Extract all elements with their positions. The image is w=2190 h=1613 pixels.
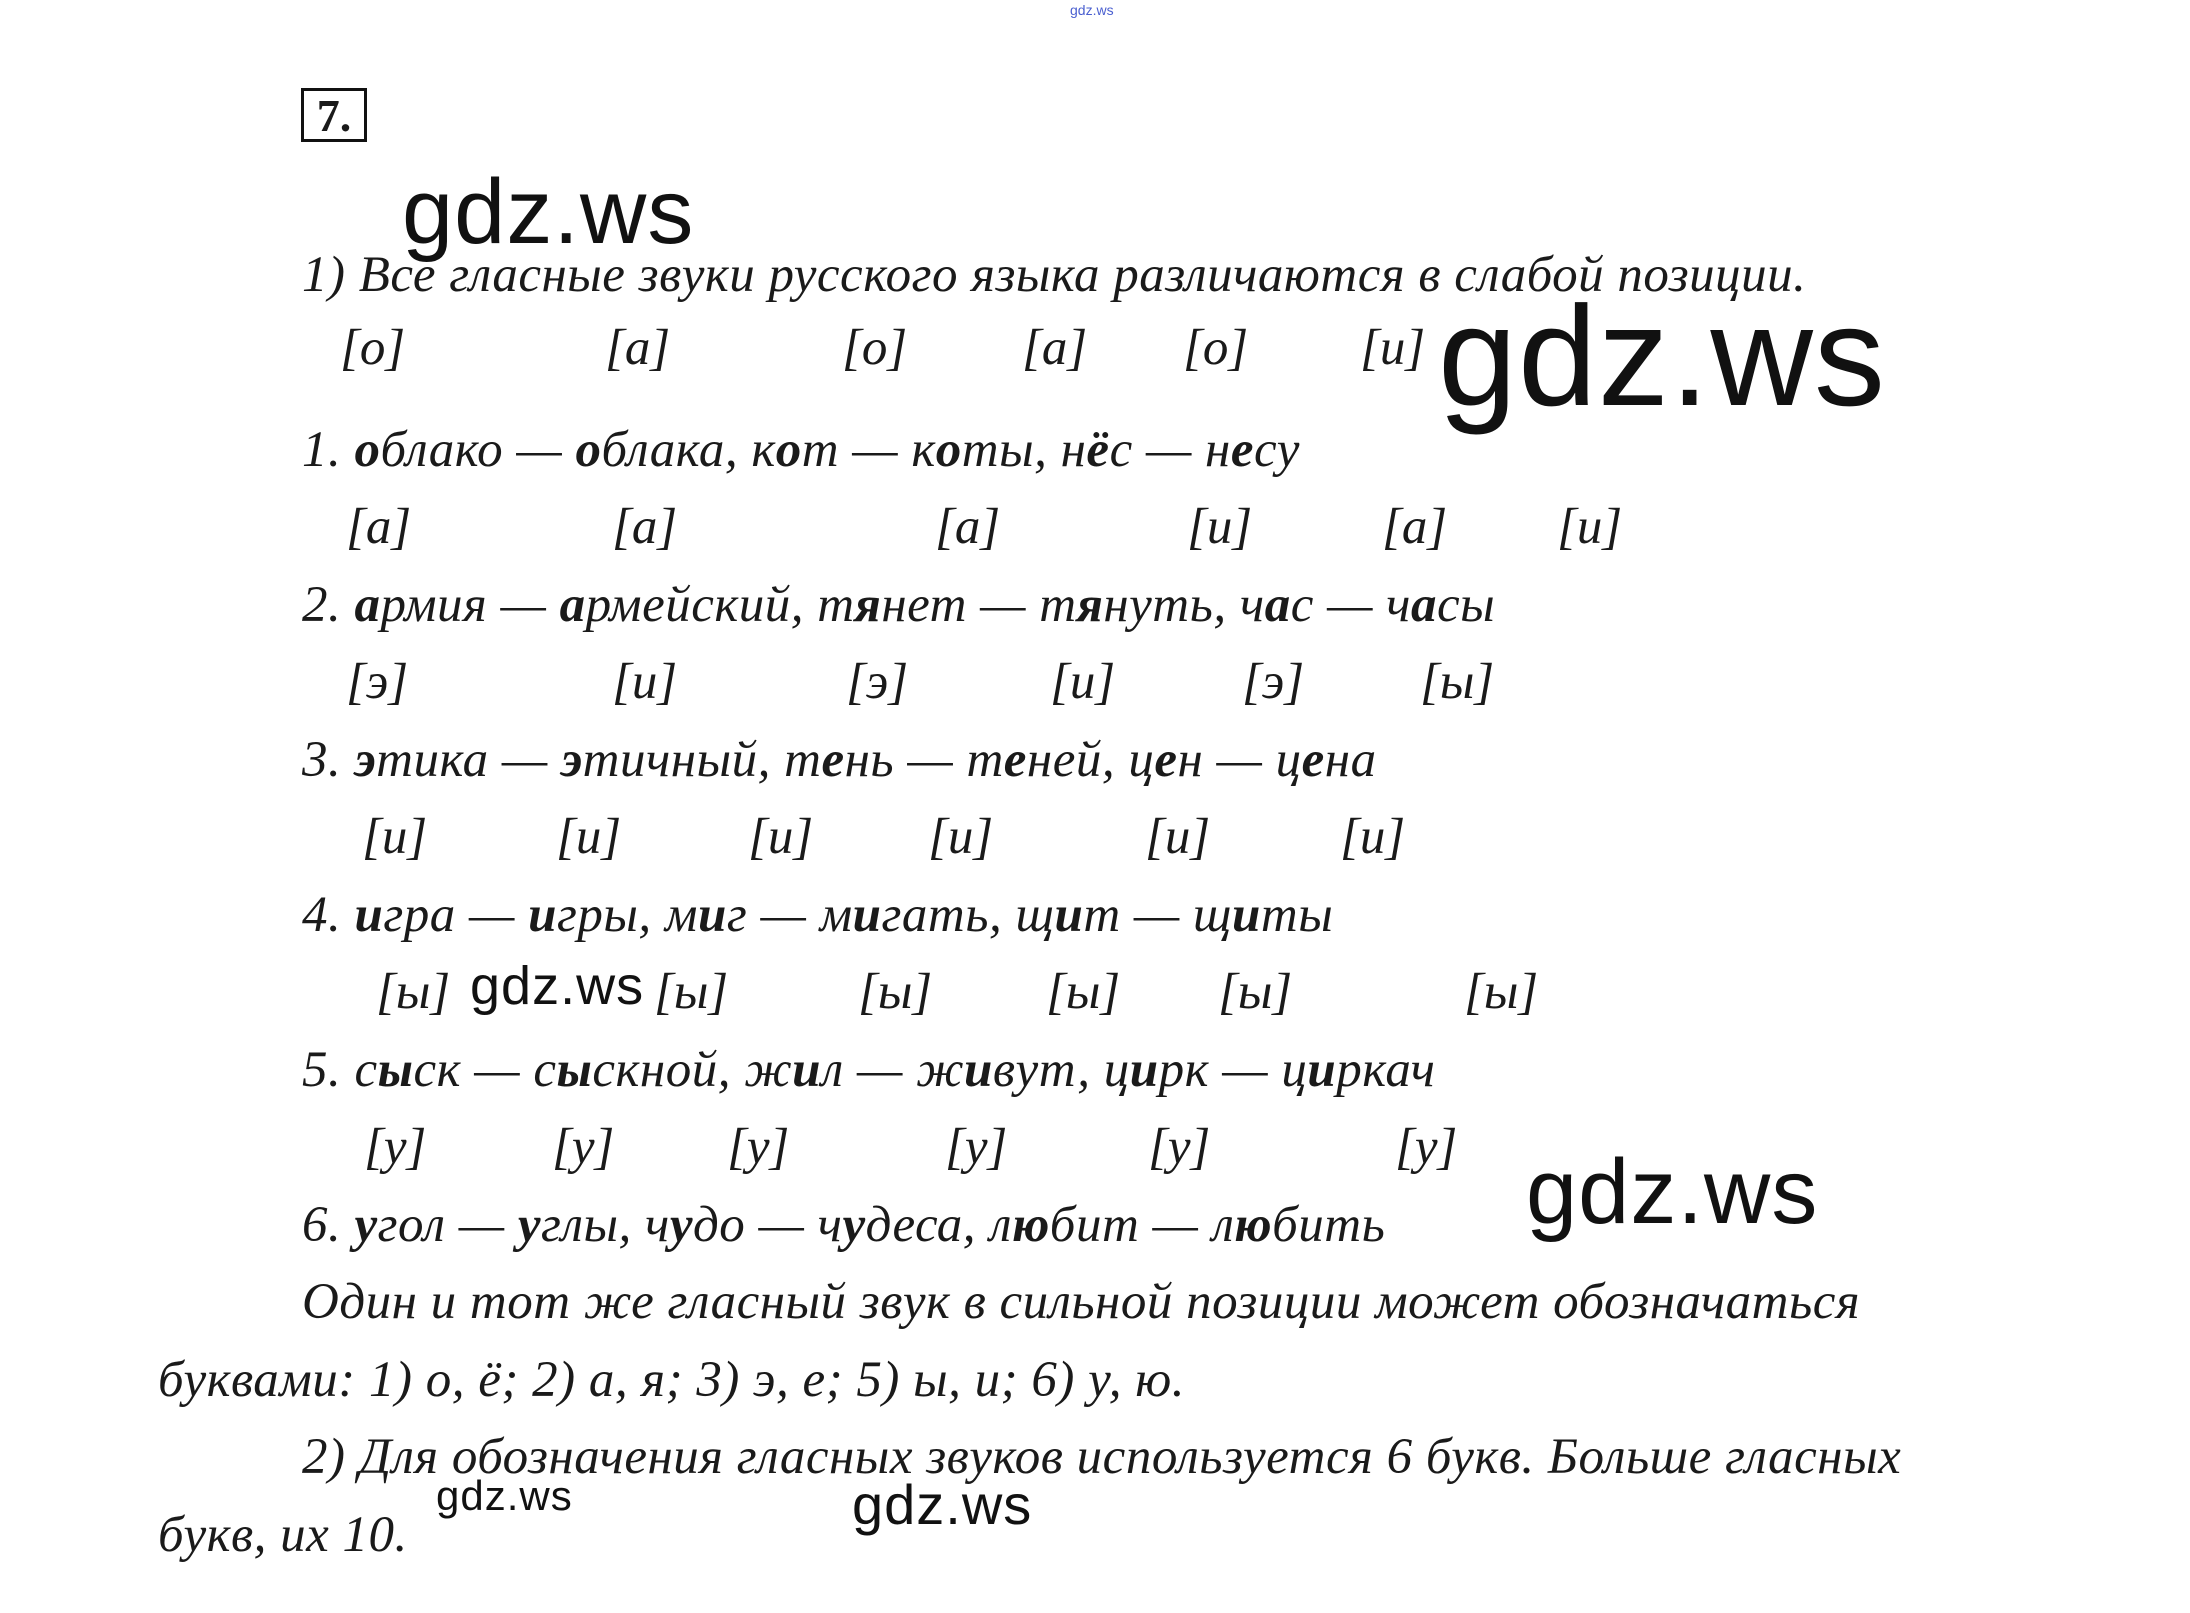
transcription: [ы] <box>1464 964 1539 1020</box>
transcription: [и] <box>1187 499 1253 555</box>
transcription: [а] <box>1382 499 1448 555</box>
transcription: [э] <box>1242 654 1305 710</box>
transcription: [у] <box>945 1119 1008 1175</box>
transcription: [и] <box>1557 499 1623 555</box>
transcription: [ы] <box>376 964 451 1020</box>
transcription: [и] <box>1340 809 1406 865</box>
watermark: gdz.ws <box>402 161 695 263</box>
transcription: [у] <box>1395 1119 1458 1175</box>
word-row-6: 6. угол — углы, чудо — чудеса, любит — любить <box>302 1197 1386 1253</box>
transcription: [у] <box>1148 1119 1211 1175</box>
transcription: [а] <box>935 499 1001 555</box>
transcription: [о] <box>1183 320 1249 376</box>
conclusion-line-2: буквами: 1) о, ё; 2) а, я; 3) э, е; 5) ы, и; 6) у, ю. <box>158 1352 1185 1408</box>
transcription: [о] <box>340 320 406 376</box>
transcription: [у] <box>727 1119 790 1175</box>
word-row-2: 2. армия — армейский, тянет — тянуть, час — часы <box>302 577 1496 633</box>
transcription: [и] <box>748 809 814 865</box>
word-row-4: 4. игра — игры, миг — мигать, щит — щиты <box>302 887 1334 943</box>
watermark: gdz.ws <box>1526 1141 1819 1243</box>
answer-2-line-1: 2) Для обозначения гласных звуков используется 6 букв. Больше гласных <box>302 1429 1902 1485</box>
transcription: [и] <box>1050 654 1116 710</box>
watermark: gdz.ws <box>470 956 645 1016</box>
watermark: gdz.ws <box>436 1472 573 1519</box>
transcription: [ы] <box>1420 654 1495 710</box>
intro-line: 1) Все гласные звуки русского языка различаются в слабой позиции. <box>302 247 1807 303</box>
transcription: [у] <box>364 1119 427 1175</box>
transcription: [ы] <box>654 964 729 1020</box>
transcription: [у] <box>552 1119 615 1175</box>
task-number: 7. <box>301 88 367 142</box>
transcription: [а] <box>612 499 678 555</box>
watermark: gdz.ws <box>852 1473 1033 1536</box>
transcription: [и] <box>1360 320 1426 376</box>
transcription: [э] <box>846 654 909 710</box>
watermark: gdz.ws <box>1438 277 1886 436</box>
transcription: [а] <box>346 499 412 555</box>
transcription: [и] <box>556 809 622 865</box>
word-row-5: 5. сыск — сыскной, жил — живут, цирк — циркач <box>302 1042 1436 1098</box>
transcription: [а] <box>605 320 671 376</box>
transcription: [и] <box>362 809 428 865</box>
conclusion-line-1: Один и тот же гласный звук в сильной позиции может обозначаться <box>302 1274 1861 1330</box>
top-site-mark: gdz.ws <box>1070 2 1114 18</box>
transcription: [и] <box>612 654 678 710</box>
answer-2-line-2: букв, их 10. <box>158 1507 408 1563</box>
transcription: [ы] <box>1046 964 1121 1020</box>
transcription: [ы] <box>1218 964 1293 1020</box>
transcription: [э] <box>346 654 409 710</box>
transcription: [и] <box>1145 809 1211 865</box>
transcription: [ы] <box>858 964 933 1020</box>
transcription: [а] <box>1022 320 1088 376</box>
word-row-1: 1. облако — облака, кот — коты, нёс — несу <box>302 422 1300 478</box>
word-row-3: 3. этика — этичный, тень — теней, цен — цена <box>302 732 1377 788</box>
transcription: [о] <box>842 320 908 376</box>
transcription: [и] <box>928 809 994 865</box>
